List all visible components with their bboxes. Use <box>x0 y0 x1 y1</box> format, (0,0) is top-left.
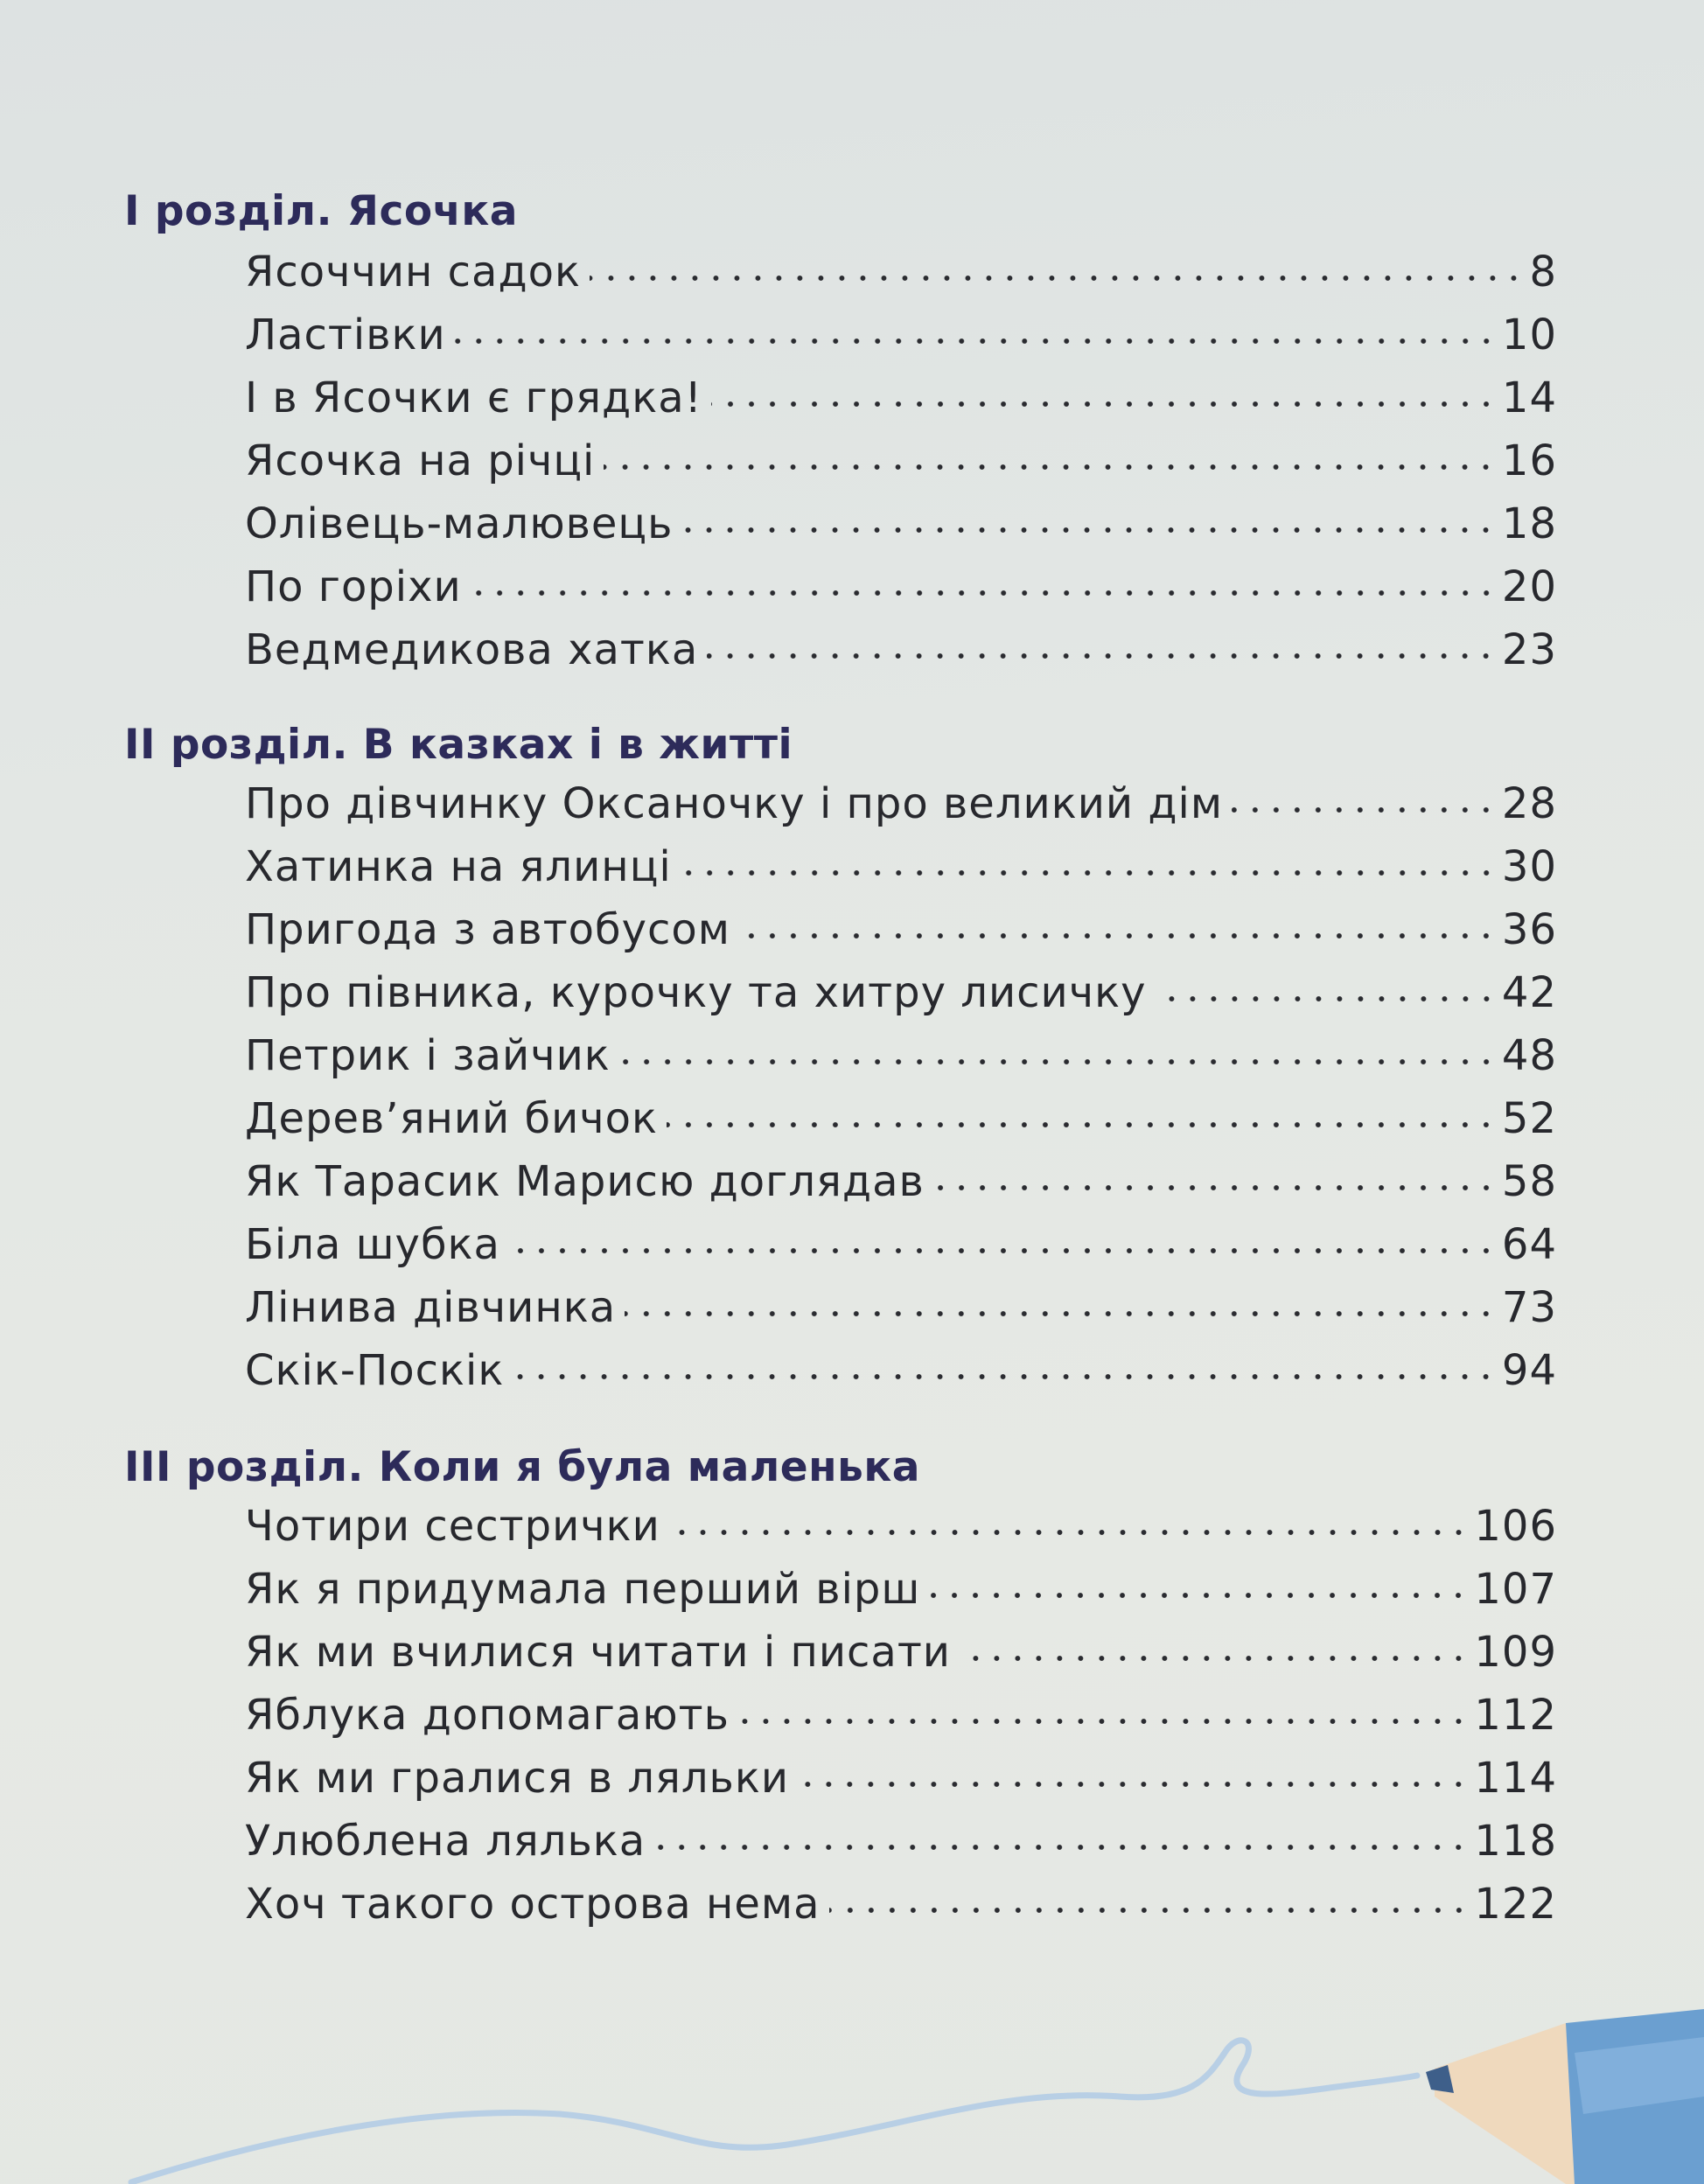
entry-page-number: 14 <box>1501 373 1557 422</box>
dot-leader <box>960 1654 1469 1663</box>
section-title-1: І розділ. Ясочка <box>124 187 519 235</box>
entry-page-number: 114 <box>1474 1754 1557 1803</box>
entry-page-number: 18 <box>1501 499 1557 548</box>
toc-entry[interactable] <box>245 1092 1557 1146</box>
entry-page-number: 94 <box>1501 1346 1557 1395</box>
entry-title: Чотири сестрички <box>245 1502 660 1551</box>
entry-title: Біла шубка <box>245 1220 500 1269</box>
section-title-3: ІІІ розділ. Коли я була маленька <box>124 1443 920 1491</box>
toc-entry[interactable] <box>245 497 1557 551</box>
entry-title: Петрик і зайчик <box>245 1031 611 1080</box>
entry-title: Пригода з автобусом <box>245 905 730 954</box>
toc-entry[interactable] <box>245 245 1557 299</box>
toc-entry[interactable] <box>245 560 1557 614</box>
dot-leader <box>707 652 1497 660</box>
toc-entry[interactable] <box>245 434 1557 488</box>
toc-entry[interactable] <box>245 777 1557 831</box>
entry-page-number: 107 <box>1474 1565 1557 1614</box>
entry-title: Ясоччин садок <box>245 248 582 297</box>
entry-title: Ведмедикова хатка <box>245 625 699 674</box>
entry-title: Олівець-малювець <box>245 499 674 548</box>
dot-leader <box>739 932 1497 940</box>
entry-page-number: 10 <box>1501 311 1557 359</box>
dot-leader <box>711 400 1497 408</box>
dot-leader <box>1232 806 1497 814</box>
entry-title: Хоч такого острова нема <box>245 1880 821 1929</box>
entry-page-number: 8 <box>1529 248 1557 297</box>
entry-title: По горіхи <box>245 562 462 611</box>
entry-title: Улюблена лялька <box>245 1817 646 1866</box>
toc-entry[interactable] <box>245 1280 1557 1335</box>
toc-entry[interactable] <box>245 1562 1557 1616</box>
dot-leader <box>669 1528 1470 1537</box>
dot-leader <box>681 869 1497 877</box>
dot-leader <box>513 1372 1497 1381</box>
entry-page-number: 73 <box>1501 1283 1557 1332</box>
toc-entry[interactable] <box>245 1218 1557 1272</box>
dot-leader <box>604 463 1497 471</box>
entry-page-number: 16 <box>1501 436 1557 485</box>
pencil-illustration <box>0 1992 1704 2184</box>
pencil-icon <box>1426 2009 1704 2184</box>
toc-entry[interactable] <box>245 840 1557 894</box>
entry-title: Лінива дівчинка <box>245 1283 617 1332</box>
entry-page-number: 36 <box>1501 905 1557 954</box>
entry-page-number: 28 <box>1501 779 1557 828</box>
entry-page-number: 23 <box>1501 625 1557 674</box>
toc-entry[interactable] <box>245 1625 1557 1679</box>
dot-leader <box>625 1309 1497 1318</box>
entry-title: Як Тарасик Марисю доглядав <box>245 1157 925 1206</box>
section-title-2: ІІ розділ. В казках і в житті <box>124 721 793 769</box>
dot-leader <box>509 1246 1497 1255</box>
entry-title: Як ми гралися в ляльки <box>245 1754 790 1803</box>
dot-leader <box>590 274 1524 283</box>
scribble-line-icon <box>131 2041 1417 2182</box>
toc-entry[interactable] <box>245 1751 1557 1805</box>
dot-leader <box>654 1843 1469 1852</box>
toc-entry[interactable] <box>245 1155 1557 1209</box>
dot-leader <box>619 1057 1497 1066</box>
entry-page-number: 20 <box>1501 562 1557 611</box>
entry-title: Як ми вчилися читати і писати <box>245 1628 951 1677</box>
toc-entry[interactable] <box>245 1499 1557 1553</box>
entry-page-number: 112 <box>1474 1691 1557 1740</box>
toc-entry[interactable] <box>245 1029 1557 1083</box>
dot-leader <box>455 337 1497 345</box>
entry-page-number: 42 <box>1501 968 1557 1017</box>
toc-entry[interactable] <box>245 1688 1557 1742</box>
toc-entry[interactable] <box>245 966 1557 1020</box>
toc-entry[interactable] <box>245 1877 1557 1931</box>
toc-entry[interactable] <box>245 1814 1557 1868</box>
entry-page-number: 109 <box>1474 1628 1557 1677</box>
toc-entry[interactable] <box>245 623 1557 677</box>
entry-page-number: 122 <box>1474 1880 1557 1929</box>
entry-title: Про півника, курочку та хитру лисичку <box>245 968 1147 1017</box>
toc-entry[interactable] <box>245 308 1557 362</box>
entry-title: Ясочка на річці <box>245 436 596 485</box>
entry-title: Дерев’яний бичок <box>245 1094 658 1143</box>
toc-entry[interactable] <box>245 903 1557 957</box>
entry-page-number: 48 <box>1501 1031 1557 1080</box>
dot-leader <box>667 1120 1497 1129</box>
dot-leader <box>738 1717 1469 1726</box>
entry-title: Скік-Поскік <box>245 1346 505 1395</box>
entry-title: Як я придумала перший вірш <box>245 1565 921 1614</box>
dot-leader <box>933 1183 1497 1192</box>
entry-title: Ластівки <box>245 311 446 359</box>
entry-page-number: 64 <box>1501 1220 1557 1269</box>
entry-title: Хатинка на ялинці <box>245 842 672 891</box>
dot-leader <box>681 526 1497 534</box>
entry-page-number: 52 <box>1501 1094 1557 1143</box>
dot-leader <box>929 1591 1469 1600</box>
entry-title: І в Ясочки є грядка! <box>245 373 702 422</box>
dot-leader <box>1156 994 1497 1003</box>
entry-title: Яблука допомагають <box>245 1691 730 1740</box>
entry-page-number: 30 <box>1501 842 1557 891</box>
entry-page-number: 58 <box>1501 1157 1557 1206</box>
toc-entry[interactable] <box>245 371 1557 425</box>
dot-leader <box>798 1780 1469 1789</box>
entry-page-number: 118 <box>1474 1817 1557 1866</box>
entry-title: Про дівчинку Оксаночку і про великий дім <box>245 779 1224 828</box>
toc-entry[interactable] <box>245 1343 1557 1398</box>
dot-leader <box>829 1906 1470 1915</box>
entry-page-number: 106 <box>1474 1502 1557 1551</box>
dot-leader <box>471 589 1497 597</box>
